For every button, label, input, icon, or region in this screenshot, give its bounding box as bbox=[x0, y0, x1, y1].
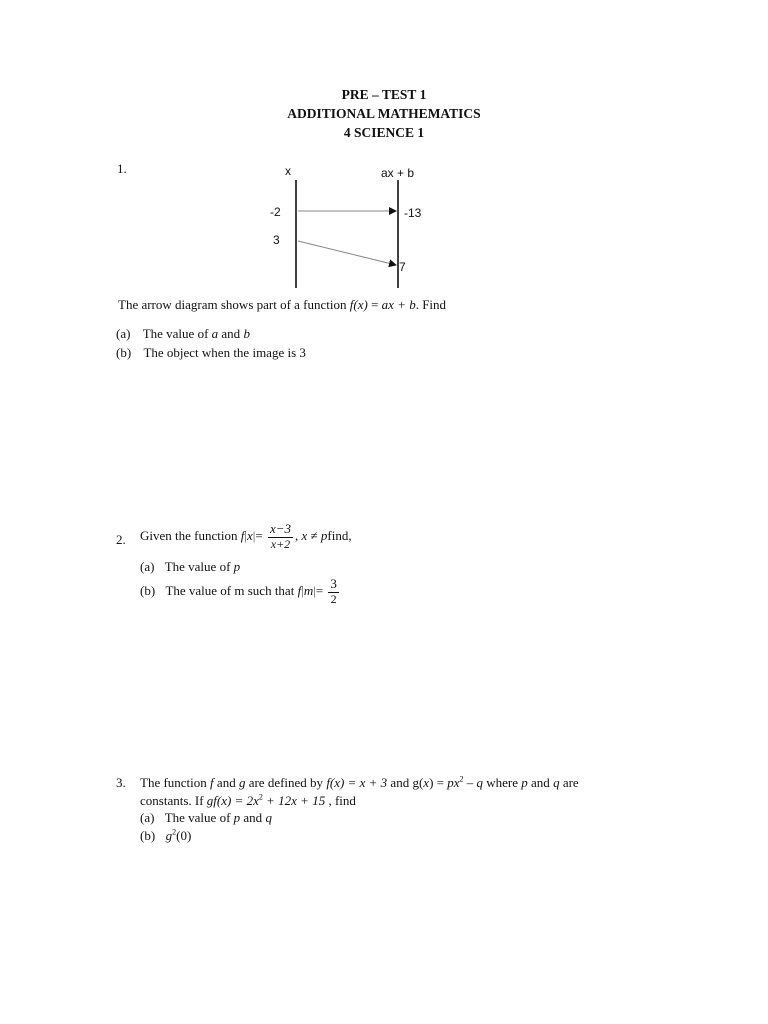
q3-stem-line1: The function f and g are defined by f(x) = x + 3 and $g(x) = px^2 - q$ where p and q are bbox=[140, 774, 579, 790]
q2-stem: Given the function f|x|= $\frac{x-3}{x+2}$ , x ≠ pfind, bbox=[140, 521, 352, 551]
subject-title: ADDITIONAL MATHEMATICS bbox=[287, 106, 481, 121]
image-value: -13 bbox=[404, 206, 422, 220]
codomain-label: ax + b bbox=[381, 166, 415, 180]
test-title: PRE – TEST 1 bbox=[341, 87, 427, 102]
q3-part-b: (b) $g^2(0)$ bbox=[140, 827, 192, 843]
q1-part-b: (b) The object when the image is 3 bbox=[116, 345, 306, 360]
q1-stem: The arrow diagram shows part of a function f(x) = ax + b. Find bbox=[118, 297, 447, 312]
part-label: (a) bbox=[140, 559, 155, 574]
mapping-arrow-2 bbox=[298, 241, 396, 265]
q3-number: 3. bbox=[116, 775, 126, 790]
q2-fraction: $\frac{x-3}{x+2}$ bbox=[269, 521, 291, 551]
domain-value: 3 bbox=[273, 233, 280, 247]
q1-number: 1. bbox=[117, 161, 127, 176]
part-label: (b) bbox=[116, 345, 132, 360]
q2-part-a: (a) The value of p bbox=[140, 559, 241, 574]
part-label: (a) bbox=[116, 326, 131, 341]
image-value: 7 bbox=[399, 260, 406, 274]
q2-number: 2. bbox=[116, 532, 126, 547]
q2-part-b: (b) The value of m such that f|m|= $\frac{3}{2}$ bbox=[140, 576, 337, 606]
part-label: (a) bbox=[140, 810, 155, 825]
q1-part-a: (a) The value of a and b bbox=[116, 326, 250, 341]
class-title: 4 SCIENCE 1 bbox=[343, 125, 425, 140]
q3-part-a: (a) The value of p and q bbox=[140, 810, 272, 825]
part-label: (b) bbox=[140, 828, 156, 843]
domain-value: -2 bbox=[270, 205, 281, 219]
domain-label: x bbox=[285, 164, 291, 178]
part-label: (b) bbox=[140, 582, 156, 598]
q2-part-b-fraction: $\frac{3}{2}$ bbox=[330, 576, 337, 606]
q3-stem-line2: constants. If $gf(x) = 2x^2 + 12x + 15$ , find bbox=[140, 792, 356, 808]
